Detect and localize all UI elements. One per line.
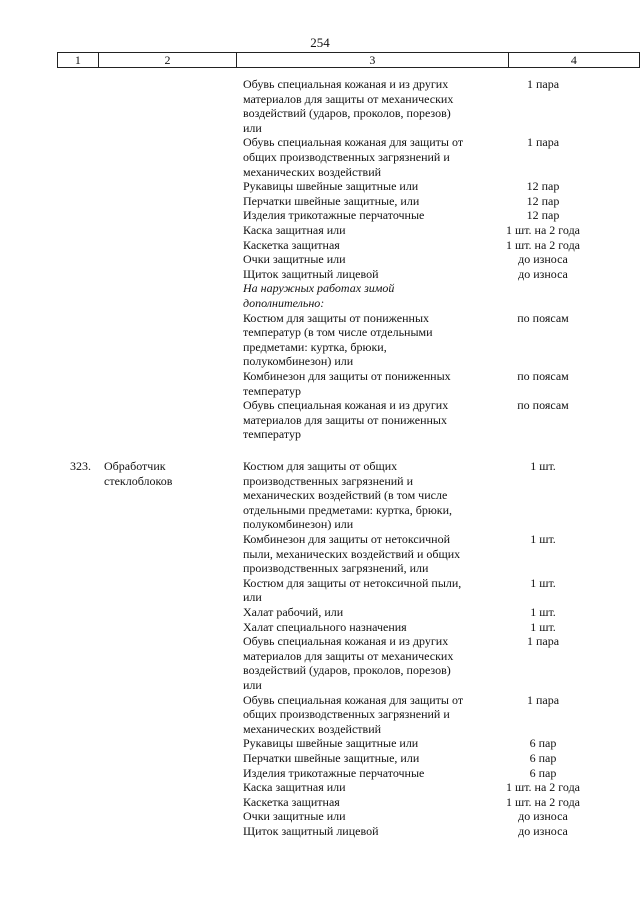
item-quantity: до износа [518,824,568,838]
item-description-line: Костюм для защиты от пониженных [243,310,430,325]
item-description [243,736,493,751]
item-quantity: по поясам [517,310,569,325]
item-description-line: Комбинезон для защиты от пониженных [243,369,451,383]
item-description [243,252,493,267]
item-description-line: Очки защитные или [243,252,346,267]
item-description [243,766,493,781]
item-description-line: Халат специального назначения [243,619,407,634]
item-quantity: 12 пар [526,179,560,194]
entry-number: 323. [70,459,91,473]
item-quantity: 1 пара [526,692,560,707]
item-description-line: Каскетка защитная [243,237,340,252]
column-header-1: 1 [58,53,99,68]
item-quantity: 1 пара [526,77,560,91]
item-description-line: температур [243,427,302,442]
item-description-line: материалов для защиты от механических [243,648,454,663]
item-quantity: 1 пара [526,634,560,649]
item-description [243,281,493,310]
item-description-line: производственных загрязнений и [243,473,414,488]
item-description-line: дополнительно: [243,295,325,310]
entry-title [104,459,172,488]
item-description-line: Обувь специальная кожаная и из других [243,77,449,91]
item-description-line: или [243,677,262,692]
item-description [243,532,493,576]
item-description [243,135,493,179]
item-description [243,459,493,532]
item-description-line: полукомбинезон) или [243,517,354,532]
item-description-line: Каска защитная или [243,780,346,795]
item-description [243,311,493,369]
column-header-3: 3 [237,53,509,68]
item-description [243,751,493,766]
entry-title-line: стеклоблоков [104,473,173,488]
item-quantity: 1 шт. [530,459,556,473]
item-description-line: материалов для защиты от механических [243,91,454,106]
item-description-line: механических воздействий (в том числе [243,488,448,503]
item-description-line: Рукавицы швейные защитные или [243,179,419,194]
item-description-line: Изделия трикотажные перчаточные [243,208,425,223]
item-description-line: производственных загрязнений, или [243,561,429,576]
item-quantity: 1 шт. на 2 года [505,237,581,252]
item-quantity: до износа [518,809,568,824]
item-description-line: На наружных работах зимой [243,281,395,296]
item-description [243,780,493,795]
item-description [243,267,493,282]
item-description [243,620,493,635]
item-description-line: воздействий (ударов, проколов, порезов) [243,106,451,121]
column-header-2: 2 [98,53,236,68]
item-quantity: 6 пар [529,751,557,765]
item-quantity: 1 шт. [530,605,556,619]
item-quantity: 6 пар [529,765,557,780]
item-description [243,194,493,209]
item-description [243,576,493,605]
item-quantity: 1 шт. [530,619,556,634]
item-quantity: 1 шт. на 2 года [505,794,581,809]
item-description [243,77,493,135]
item-description-line: Обувь специальная кожаная и из других [243,634,449,649]
item-description-line: Очки защитные или [243,809,346,824]
item-quantity: 1 шт. на 2 года [505,223,581,237]
item-description-line: Перчатки швейные защитные, или [243,751,420,765]
column-header-4: 4 [508,53,639,68]
item-description-line: механических воздействий [243,721,382,736]
item-description-line: общих производственных загрязнений и [243,707,450,722]
item-quantity: 1 шт. [530,532,556,546]
item-description-line: Костюм для защиты от общих [243,459,398,473]
item-quantity: 1 шт. на 2 года [505,780,581,795]
item-description-line: материалов для защиты от пониженных [243,412,447,427]
item-description-line: температур (в том числе отдельными [243,325,433,340]
page-number: 254 [310,35,330,50]
item-description-line: Рукавицы швейные защитные или [243,736,419,751]
item-description [243,223,493,238]
item-description-line: или [243,120,262,135]
item-description-line: Щиток защитный лицевой [243,266,379,281]
item-quantity: по поясам [517,398,569,413]
column-header-row [57,52,640,68]
item-quantity: до износа [518,266,568,281]
item-description-line: Изделия трикотажные перчаточные [243,765,425,780]
item-description-line: воздействий (ударов, проколов, порезов) [243,663,451,678]
item-quantity: 1 пара [526,135,560,150]
item-description-line: Обувь специальная кожаная и из других [243,398,449,413]
item-description [243,605,493,620]
item-description [243,795,493,810]
item-description [243,208,493,223]
item-description [243,634,493,692]
item-description [243,693,493,737]
item-description-line: Перчатки швейные защитные, или [243,193,420,208]
item-description-line: Комбинезон для защиты от нетоксичной [243,532,451,546]
item-description [243,179,493,194]
item-quantity: 12 пар [526,208,560,223]
item-description-line: Каска защитная или [243,223,346,237]
item-quantity: до износа [518,252,568,267]
item-description [243,809,493,824]
item-description [243,238,493,253]
item-quantity: 12 пар [526,193,560,208]
item-description-line: полукомбинезон) или [243,354,354,369]
item-description [243,369,493,398]
item-description-line: общих производственных загрязнений и [243,149,450,164]
item-description-line: отдельными предметами: куртка, брюки, [243,502,453,517]
item-description-line: Обувь специальная кожаная для защиты от [243,692,464,707]
item-description-line: пыли, механических воздействий и общих [243,546,461,561]
item-quantity: по поясам [517,369,569,383]
item-description-line: температур [243,383,302,398]
item-description-line: Костюм для защиты от нетоксичной пыли, [243,575,462,590]
item-description-line: или [243,590,262,605]
item-quantity: 6 пар [529,736,557,751]
item-description [243,824,493,839]
item-quantity: 1 шт. [530,575,556,590]
item-description [243,398,493,442]
entry-title-line: Обработчик [104,459,166,473]
item-description-line: Халат рабочий, или [243,605,344,619]
item-description-line: Обувь специальная кожаная для защиты от [243,135,464,150]
item-description-line: предметами: куртка, брюки, [243,339,387,354]
item-description-line: Каскетка защитная [243,794,340,809]
item-description-line: Щиток защитный лицевой [243,824,379,838]
item-description-line: механических воздействий [243,164,382,179]
